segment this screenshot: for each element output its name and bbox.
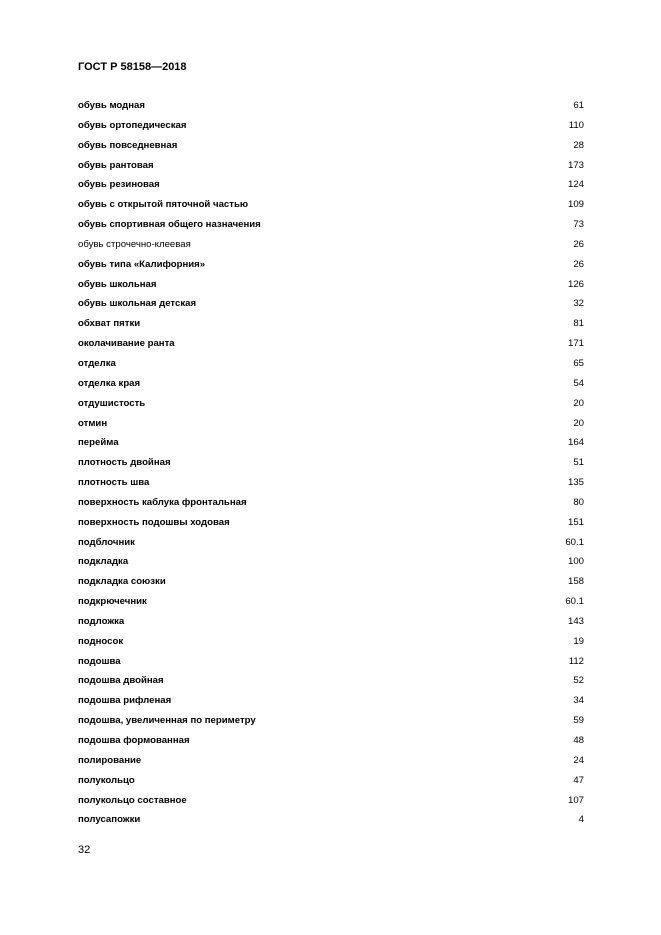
document-header: ГОСТ Р 58158—2018 (78, 61, 187, 73)
index-reference-number: 65 (573, 357, 584, 369)
index-entry (78, 354, 584, 374)
index-entry (78, 433, 584, 453)
index-reference-number: 80 (573, 496, 584, 508)
index-term: обувь повседневная (78, 139, 178, 151)
index-term: подкрючечник (78, 596, 147, 608)
index-entry (78, 175, 584, 195)
index-term: полусапожки (78, 814, 141, 826)
index-term: обувь с открытой пяточной частью (78, 199, 249, 211)
index-term: полукольцо составное (78, 794, 187, 806)
index-term: полукольцо (78, 774, 135, 786)
index-reference-number: 164 (567, 437, 584, 449)
index-entry (78, 691, 584, 711)
index-term: полирование (78, 754, 142, 766)
index-reference-number: 100 (567, 556, 584, 568)
index-reference-number: 109 (567, 199, 584, 211)
index-entry (78, 195, 584, 215)
index-reference-number: 48 (573, 735, 584, 746)
index-entry (78, 493, 584, 513)
index-reference-number: 60.1 (565, 596, 584, 608)
index-entry (78, 235, 584, 255)
index-term: плотность шва (78, 477, 150, 489)
index-term: обувь модная (78, 100, 145, 111)
index-entry (78, 473, 584, 493)
index-reference-number: 26 (573, 258, 584, 270)
index-term: обувь строчечно-клеевая (78, 238, 191, 250)
index-term: обувь школьная детская (78, 298, 197, 310)
index-reference-number: 171 (567, 338, 584, 350)
index-entry (78, 552, 584, 572)
index-reference-number: 81 (573, 318, 584, 330)
index-entry (78, 791, 584, 811)
index-reference-number: 28 (573, 139, 584, 151)
index-term: поверхность каблука фронтальная (78, 496, 247, 508)
index-term: подблочник (78, 536, 135, 548)
index-term: подносок (78, 635, 124, 647)
index-reference-number: 32 (573, 298, 584, 310)
index-term: поверхность подошвы ходовая (78, 516, 230, 528)
index-entry (78, 156, 584, 176)
index-reference-number: 24 (573, 754, 584, 766)
index-term: обувь ортопедическая (78, 119, 187, 131)
index-term: отделка (78, 357, 116, 369)
index-entry (78, 533, 584, 553)
index-reference-number: 143 (567, 615, 584, 627)
index-term: отмин (78, 417, 108, 429)
index-entry (78, 116, 584, 136)
index-term: обувь типа «Калифорния» (78, 258, 206, 270)
index-entry (78, 652, 584, 672)
index-reference-number: 124 (567, 179, 584, 191)
index-entry (78, 96, 584, 116)
index-entry (78, 394, 584, 414)
index-entry (78, 215, 584, 235)
index-reference-number: 173 (567, 159, 584, 171)
index-term: обувь резиновая (78, 179, 160, 191)
index-reference-number: 20 (573, 417, 584, 429)
index-reference-number: 54 (573, 377, 584, 389)
index-term: перейма (78, 437, 119, 449)
index-term: обувь рантовая (78, 159, 154, 171)
index-reference-number: 52 (573, 675, 584, 687)
index-term: подошва рифленая (78, 695, 172, 707)
index-reference-number: 107 (567, 794, 584, 806)
index-term: подошва двойная (78, 675, 164, 687)
index-term: подошва, увеличенная по периметру (78, 715, 256, 727)
index-entry (78, 334, 584, 354)
index-reference-number: 126 (567, 278, 584, 290)
index-reference-number: 135 (567, 477, 584, 489)
index-entry (78, 751, 584, 771)
index-entry (78, 136, 584, 156)
index-entry (78, 275, 584, 295)
index-entry (78, 294, 584, 314)
index-term: подложка (78, 615, 125, 627)
index-reference-number: 20 (573, 397, 584, 409)
index-term: подкладка (78, 556, 129, 568)
index-reference-number: 19 (573, 635, 584, 647)
index-entry (78, 671, 584, 691)
index-entry (78, 612, 584, 632)
index-reference-number: 158 (567, 576, 584, 588)
index-entry (78, 453, 584, 473)
index-entry (78, 731, 584, 751)
index-term: околачивание ранта (78, 338, 175, 350)
index-reference-number: 151 (567, 516, 584, 528)
index-entry (78, 513, 584, 533)
index-entry (78, 255, 584, 275)
index-reference-number: 112 (568, 655, 584, 667)
index-term: обувь школьная (78, 278, 157, 290)
index-entry (78, 711, 584, 731)
index-entry (78, 810, 584, 830)
index-reference-number: 59 (573, 715, 584, 727)
index-reference-number: 4 (578, 814, 584, 826)
index-entry (78, 771, 584, 791)
index-reference-number: 26 (573, 238, 584, 250)
index-entry (78, 572, 584, 592)
index-reference-number: 51 (573, 457, 584, 469)
index-entry (78, 592, 584, 612)
index-reference-number: 73 (573, 219, 584, 231)
index-entry (78, 632, 584, 652)
index-term: отделка края (78, 377, 141, 389)
page-number: 32 (78, 844, 91, 856)
index-entry (78, 414, 584, 434)
index-entry (78, 374, 584, 394)
index-reference-number: 60.1 (565, 536, 584, 548)
index-term: обувь спортивная общего назначения (78, 219, 261, 231)
index-reference-number: 61 (573, 100, 584, 111)
index-term: отдушистость (78, 397, 146, 409)
index-reference-number: 34 (573, 695, 584, 707)
index-list (78, 96, 584, 830)
index-reference-number: 110 (568, 119, 584, 131)
index-term: подошва формованная (78, 735, 190, 746)
index-term: плотность двойная (78, 457, 171, 469)
index-entry (78, 314, 584, 334)
index-term: обхват пятки (78, 318, 141, 330)
index-reference-number: 47 (573, 774, 584, 786)
index-term: подкладка союзки (78, 576, 166, 588)
index-term: подошва (78, 655, 121, 667)
